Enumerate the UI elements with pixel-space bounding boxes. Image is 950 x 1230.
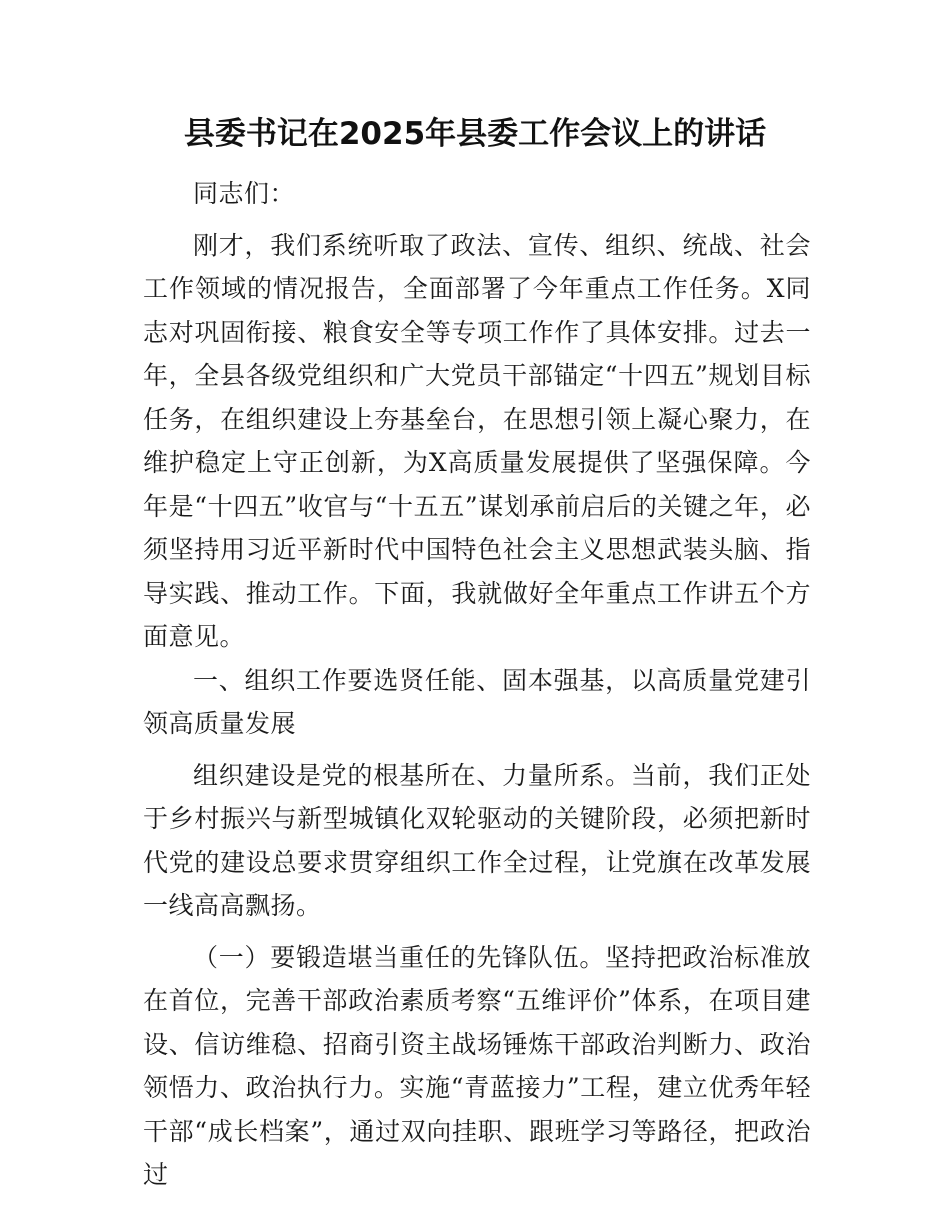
- document-body: [143, 172, 811, 1197]
- intro-paragraph: 刚才，我们系统听取了政法、宣传、组织、统战、社会工作领域的情况报告，全面部署了今年重点工作任务。X同志对巩固衔接、粮食安全等专项工作作了具体安排。过去一年，全县各级党组织和广大党员干部锚定“十四五”规划目标任务，在组织建设上夯基垒台，在思想引领上凝心聚力，在维护稳定上守正创新，为X高质量发展提供了坚强保障。今年是“十四五”收官与“十五五”谋划承前启后的关键之年，必须坚持用习近平新时代中国特色社会主义思想武装头脑、指导实践、推动工作。下面，我就做好全年重点工作讲五个方面意见。: [143, 230, 811, 651]
- section-heading-1: 一、组织工作要选贤任能、固本强基，以高质量党建引领高质量发展: [143, 665, 811, 738]
- subsection-1-paragraph: （一）要锻造堪当重任的先锋队伍。坚持把政治标准放在首位，完善干部政治素质考察“五维评价”体系，在项目建设、信访维稳、招商引资主战场锤炼干部政治判断力、政治领悟力、政治执行力。实施“青蓝接力”工程，建立优秀年轻干部“成长档案”，通过双向挂职、跟班学习等路径，把政治过: [143, 942, 811, 1189]
- salutation: 同志们：: [193, 179, 296, 208]
- section-1-paragraph: 组织建设是党的根基所在、力量所系。当前，我们正处于乡村振兴与新型城镇化双轮驱动的关键阶段，必须把新时代党的建设总要求贯穿组织工作全过程，让党旗在改革发展一线高高飘扬。: [143, 760, 811, 920]
- document-title: 县委书记在2025年县委工作会议上的讲话: [183, 116, 767, 152]
